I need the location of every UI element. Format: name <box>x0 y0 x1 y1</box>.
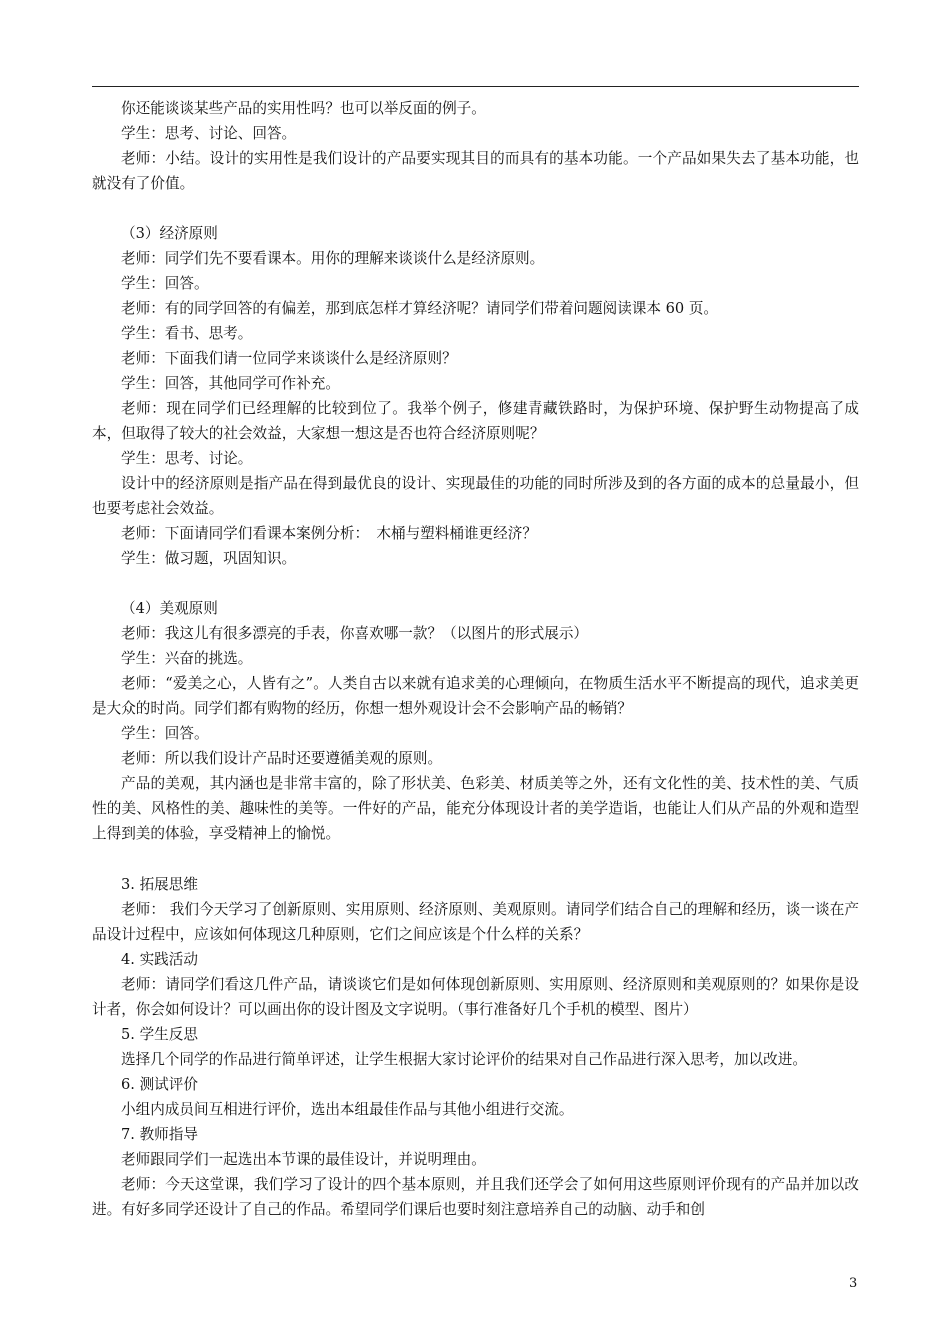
paragraph: 老师： 我们今天学习了创新原则、实用原则、经济原则、美观原则。请同学们结合自己的理解和经历，谈一谈在产品设计过程中，应该如何体现这几种原则，它们之间应该是个什么样的关系？ <box>92 901 859 943</box>
paragraph: 产品的美观，其内涵也是非常丰富的，除了形状美、色彩美、材质美等之外，还有文化性的美、技术性的美、气质性的美、风格性的美、趣味性的美等。一件好的产品，能充分体现设计者的美学造诣，也能让人们从产品的外观和造型上得到美的体验，享受精神上的愉悦。 <box>92 775 859 842</box>
paragraph: 老师：下面请同学们看课本案例分析： 木桶与塑料桶谁更经济？ <box>121 525 537 542</box>
paragraph: 老师：有的同学回答的有偏差，那到底怎样才算经济呢？请同学们带着问题阅读课本 60 页。 <box>121 300 719 317</box>
document-body <box>92 96 859 1222</box>
section-heading: 3. 拓展思维 <box>121 876 198 893</box>
paragraph: 学生：回答。 <box>121 725 209 742</box>
section-heading: 5. 学生反思 <box>121 1026 198 1043</box>
paragraph: 小组内成员间互相进行评价，选出本组最佳作品与其他小组进行交流。 <box>121 1101 574 1118</box>
paragraph: 学生：思考、讨论、回答。 <box>121 125 297 142</box>
paragraph: 学生：回答。 <box>121 275 209 292</box>
paragraph: 你还能谈谈某些产品的实用性吗？也可以举反面的例子。 <box>121 100 486 117</box>
paragraph: 学生：回答，其他同学可作补充。 <box>121 375 340 392</box>
section-heading: （4）美观原则 <box>121 600 218 617</box>
paragraph: 老师：现在同学们已经理解的比较到位了。我举个例子，修建青藏铁路时，为保护环境、保护野生动物提高了成本，但取得了较大的社会效益，大家想一想这是否也符合经济原则呢？ <box>92 400 859 442</box>
paragraph: 老师：同学们先不要看课本。用你的理解来谈谈什么是经济原则。 <box>121 250 545 267</box>
section-heading: 6. 测试评价 <box>121 1076 198 1093</box>
paragraph: 学生：兴奋的挑选。 <box>121 650 253 667</box>
blank-line <box>92 196 859 221</box>
paragraph: 选择几个同学的作品进行简单评述，让学生根据大家讨论评价的结果对自己作品进行深入思考，加以改进。 <box>121 1051 807 1068</box>
paragraph: 老师：我这儿有很多漂亮的手表，你喜欢哪一款？（以图片的形式展示） <box>121 625 589 642</box>
header-rule <box>92 86 859 87</box>
paragraph: 老师：请同学们看这几件产品，请谈谈它们是如何体现创新原则、实用原则、经济原则和美观原则的？如果你是设计者，你会如何设计？可以画出你的设计图及文字说明。（事行准备好几个手机的模型、图片） <box>92 976 859 1018</box>
paragraph: 学生：看书、思考。 <box>121 325 253 342</box>
paragraph: 老师：所以我们设计产品时还要遵循美观的原则。 <box>121 750 443 767</box>
section-heading: 4. 实践活动 <box>121 951 198 968</box>
section-heading: 7. 教师指导 <box>121 1126 198 1143</box>
section-heading: （3）经济原则 <box>121 225 218 242</box>
page-number: 3 <box>849 1276 858 1291</box>
paragraph: 老师：今天这堂课，我们学习了设计的四个基本原则，并且我们还学会了如何用这些原则评价现有的产品并加以改进。有好多同学还设计了自己的作品。希望同学们课后也要时刻注意培养自己的动脑、动手和创 <box>92 1176 859 1218</box>
paragraph: 设计中的经济原则是指产品在得到最优良的设计、实现最佳的功能的同时所涉及到的各方面的成本的总量最小，但也要考虑社会效益。 <box>92 475 859 517</box>
blank-line <box>92 846 859 872</box>
paragraph: 学生：做习题，巩固知识。 <box>121 550 297 567</box>
paragraph: 老师跟同学们一起选出本节课的最佳设计，并说明理由。 <box>121 1151 486 1168</box>
paragraph: 学生：思考、讨论。 <box>121 450 253 467</box>
blank-line <box>92 571 859 596</box>
paragraph: 老师：“爱美之心，人皆有之”。人类自古以来就有追求美的心理倾向，在物质生活水平不断提高的现代，追求美更是大众的时尚。同学们都有购物的经历，你想一想外观设计会不会影响产品的畅销？ <box>92 675 859 717</box>
paragraph: 老师：下面我们请一位同学来谈谈什么是经济原则？ <box>121 350 457 367</box>
paragraph: 老师：小结。设计的实用性是我们设计的产品要实现其目的而具有的基本功能。一个产品如果失去了基本功能，也就没有了价值。 <box>92 150 859 192</box>
